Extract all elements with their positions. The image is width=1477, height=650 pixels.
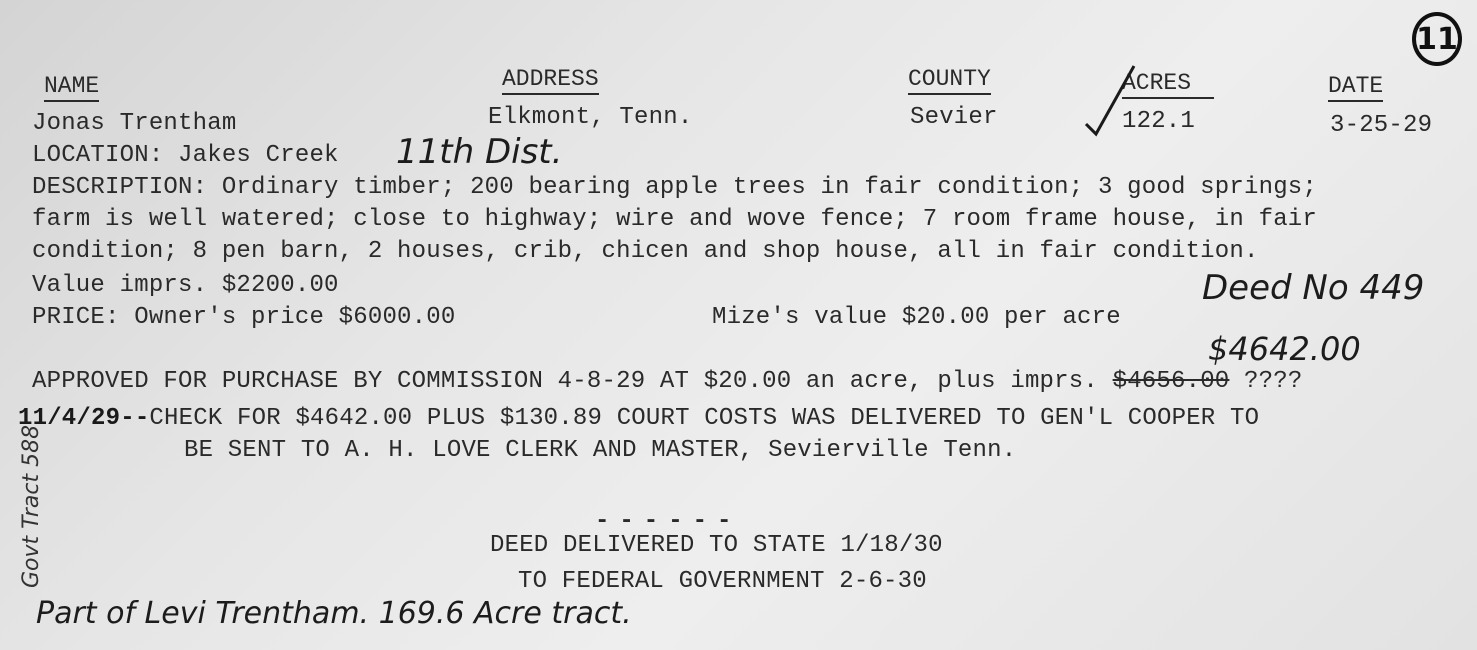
acres-value: 122.1: [1122, 108, 1196, 135]
name-header: NAME: [44, 73, 99, 102]
district-handwritten: 11th Dist.: [396, 132, 563, 172]
check-line-1: [18, 405, 1259, 433]
check-line-2: BE SENT TO A. H. LOVE CLERK AND MASTER, Sevierville Tenn.: [184, 437, 1017, 464]
deed-delivered-state: DEED DELIVERED TO STATE 1/18/30: [490, 532, 943, 559]
federal-government-date: TO FEDERAL GOVERNMENT 2-6-30: [518, 568, 927, 595]
approval-text: APPROVED FOR PURCHASE BY COMMISSION 4-8-29 AT $20.00 an acre, plus imprs.: [32, 368, 1098, 395]
value-improvements: Value imprs. $2200.00: [32, 272, 339, 299]
date-value: 3-25-29: [1330, 112, 1433, 139]
mize-value: Mize's value $20.00 per acre: [712, 304, 1121, 331]
amount-handwritten: $4642.00: [1208, 330, 1361, 368]
owner-name: Jonas Trentham: [32, 110, 237, 137]
description-line-2: farm is well watered; close to highway; wire and wove fence; 7 room frame house, in fair: [32, 206, 1318, 233]
side-note-handwritten: Govt Tract 588: [19, 424, 44, 588]
struck-amount: $4656.00: [1112, 368, 1230, 395]
acres-header: ACRES: [1122, 70, 1214, 99]
check-text-1: CHECK FOR $4642.00 PLUS $130.89 COURT COSTS WAS DELIVERED TO GEN'L COOPER TO: [149, 405, 1260, 432]
deed-number-handwritten: Deed No 449: [1202, 268, 1425, 308]
page-number: 11: [1416, 21, 1458, 57]
description-line-3: condition; 8 pen barn, 2 houses, crib, chicen and shop house, all in fair condition.: [32, 238, 1259, 265]
county-value: Sevier: [910, 104, 998, 131]
check-date: 11/4/29--: [18, 405, 150, 432]
owner-price: PRICE: Owner's price $6000.00: [32, 304, 456, 331]
divider-dashes: ------: [595, 508, 742, 535]
page-number-circle: [1412, 12, 1462, 66]
location-line: LOCATION: Jakes Creek: [32, 142, 339, 169]
approval-line: [32, 368, 1302, 396]
bottom-note-handwritten: Part of Levi Trentham. 169.6 Acre tract.: [36, 596, 632, 631]
county-header: COUNTY: [908, 66, 991, 95]
description-line-1: DESCRIPTION: Ordinary timber; 200 bearing apple trees in fair condition; 3 good springs;: [32, 174, 1318, 201]
address-header: ADDRESS: [502, 66, 599, 95]
query-marks: ????: [1244, 368, 1303, 395]
date-header: DATE: [1328, 73, 1383, 102]
owner-address: Elkmont, Tenn.: [488, 104, 693, 131]
